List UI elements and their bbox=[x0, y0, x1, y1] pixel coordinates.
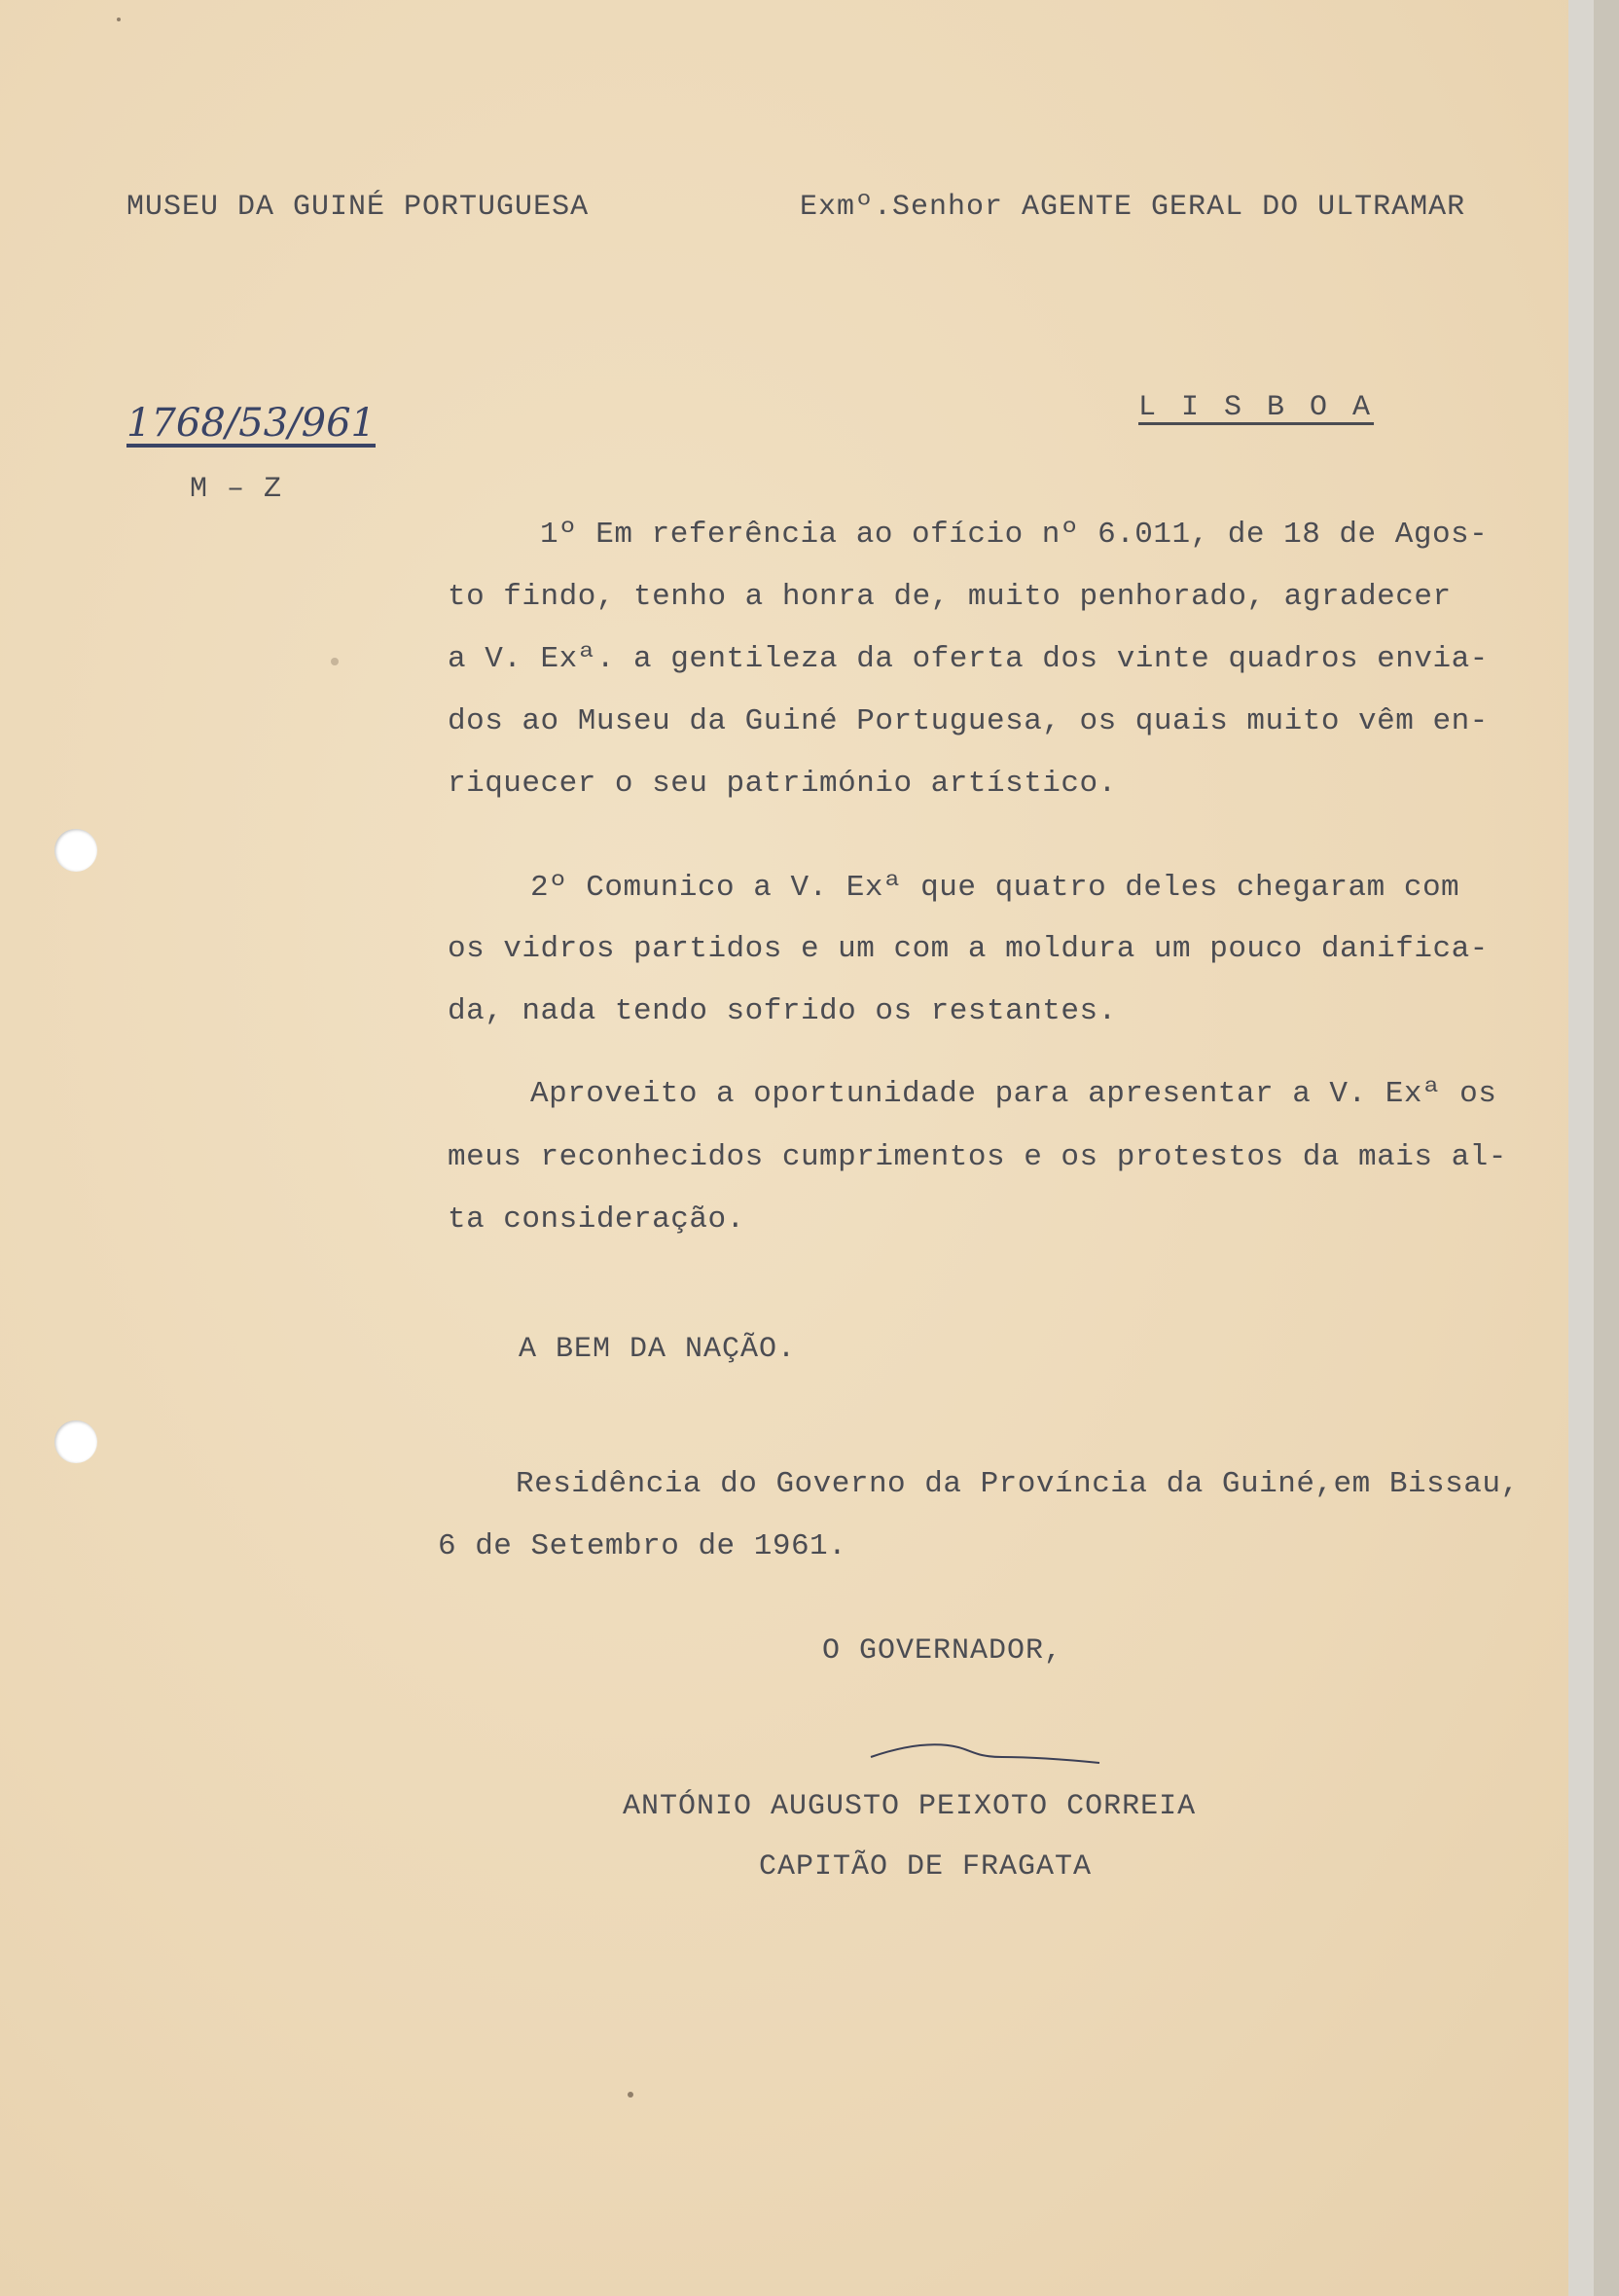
reference-code: M – Z bbox=[190, 473, 283, 506]
para2-line: da, nada tendo sofrido os restantes. bbox=[448, 994, 1117, 1028]
sender-heading: MUSEU DA GUINÉ PORTUGUESA bbox=[126, 191, 590, 224]
para1-line: riquecer o seu património artístico. bbox=[448, 767, 1117, 801]
ink-speck bbox=[628, 2092, 633, 2098]
ink-speck bbox=[331, 658, 339, 665]
signature-stroke bbox=[866, 1736, 1109, 1775]
signatory-name: ANTÓNIO AUGUSTO PEIXOTO CORREIA bbox=[623, 1790, 1197, 1823]
recipient-heading: Exmº.Senhor AGENTE GERAL DO ULTRAMAR bbox=[800, 191, 1466, 224]
para1-line: dos ao Museu da Guiné Portuguesa, os quais muito vêm en- bbox=[448, 704, 1489, 738]
place-line: Residência do Governo da Província da Guiné,em Bissau, bbox=[516, 1467, 1520, 1501]
city-heading: L I S B O A bbox=[1138, 391, 1375, 424]
date-line: 6 de Setembro de 1961. bbox=[438, 1529, 847, 1563]
para3-line: Aproveito a oportunidade para apresentar a V. Exª os bbox=[530, 1077, 1497, 1111]
para1-line: to findo, tenho a honra de, muito penhorado, agradecer bbox=[448, 580, 1452, 614]
para1-line: a V. Exª. a gentileza da oferta dos vinte quadros envia- bbox=[448, 642, 1489, 676]
para2-line: os vidros partidos e um com a moldura um pouco danifica- bbox=[448, 932, 1489, 966]
para1-line: 1º Em referência ao ofício nº 6.011, de 18 de Agos- bbox=[540, 518, 1489, 552]
governor-title: O GOVERNADOR, bbox=[822, 1634, 1063, 1668]
salutation: A BEM DA NAÇÃO. bbox=[519, 1333, 797, 1366]
para3-line: meus reconhecidos cumprimentos e os protestos da mais al- bbox=[448, 1140, 1507, 1174]
para2-line: 2º Comunico a V. Exª que quatro deles chegaram com bbox=[530, 871, 1460, 905]
reference-number: 1768/53/961 bbox=[126, 401, 376, 446]
page-edge bbox=[1568, 0, 1594, 2296]
ink-speck bbox=[117, 18, 121, 21]
para3-line: ta consideração. bbox=[448, 1202, 745, 1237]
signatory-rank: CAPITÃO DE FRAGATA bbox=[759, 1850, 1093, 1883]
punch-hole-top bbox=[54, 829, 97, 872]
punch-hole-bottom bbox=[54, 1420, 97, 1463]
